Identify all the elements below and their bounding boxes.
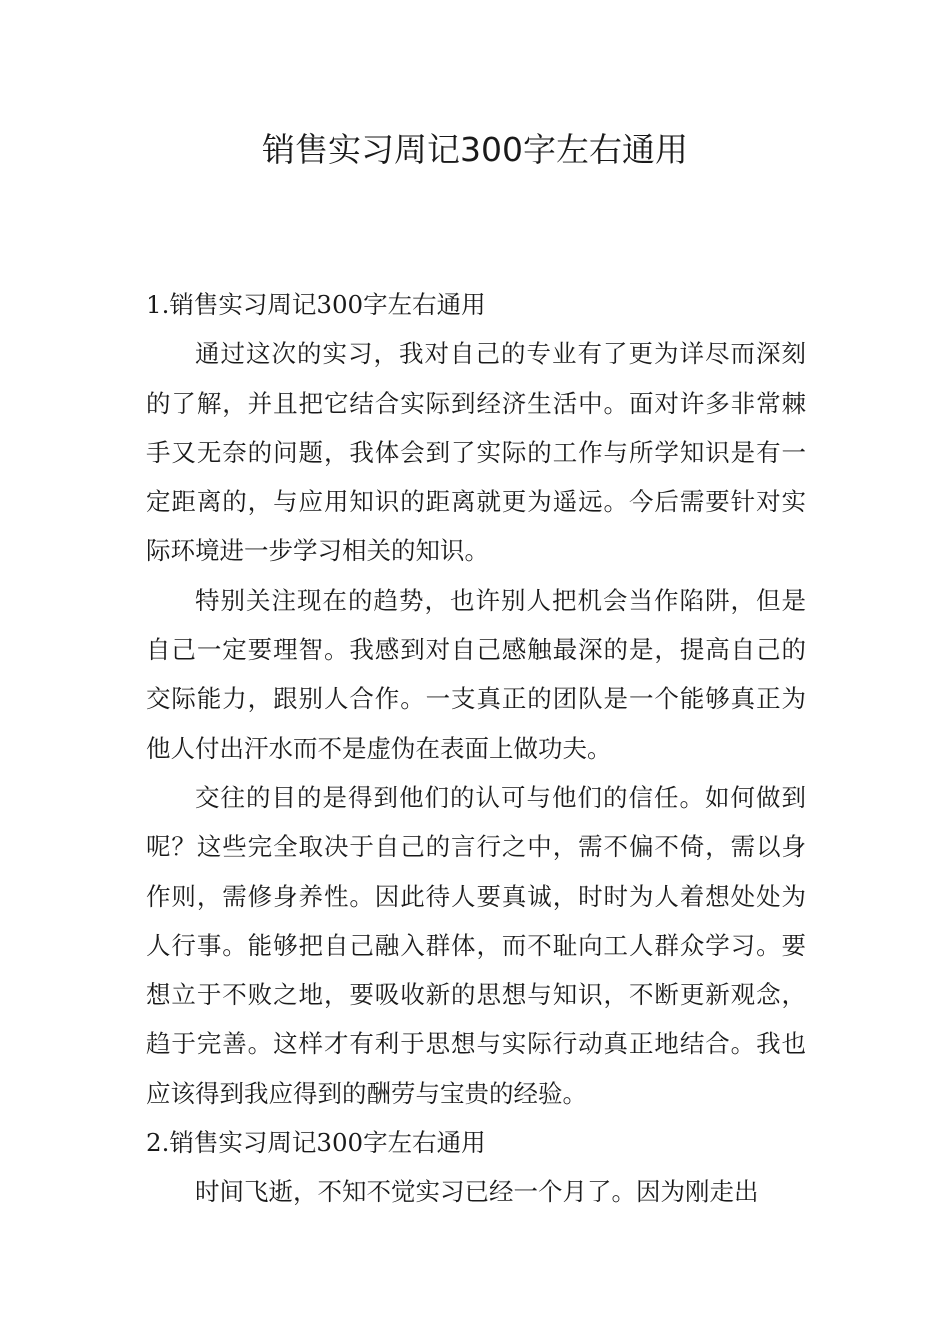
document-title: 销售实习周记300字左右通用 bbox=[262, 130, 688, 169]
paragraph: 特别关注现在的趋势，也许别人把机会当作陷阱，但是自己一定要理智。我感到对自己感触最深的是，提高自己的交际能力，跟别人合作。一支真正的团队是一个能够真正为他人付出汗水而不是虚伪在表面上做功夫。 bbox=[146, 585, 806, 763]
section-heading: 1.销售实习周记300字左右通用 bbox=[146, 290, 486, 319]
section-1 bbox=[146, 280, 806, 1118]
paragraph: 通过这次的实习，我对自己的专业有了更为详尽而深刻的了解，并且把它结合实际到经济生活中。面对许多非常棘手又无奈的问题，我体会到了实际的工作与所学知识是有一定距离的，与应用知识的距离就更为遥远。今后需要针对实际环境进一步学习相关的知识。 bbox=[146, 339, 806, 566]
document-body bbox=[146, 280, 806, 1217]
paragraph: 时间飞逝，不知不觉实习已经一个月了。因为刚走出 bbox=[195, 1177, 759, 1207]
section-2 bbox=[146, 1118, 806, 1217]
section-heading: 2.销售实习周记300字左右通用 bbox=[146, 1128, 486, 1158]
paragraph: 交往的目的是得到他们的认可与他们的信任。如何做到呢？这些完全取决于自己的言行之中，需不偏不倚，需以身作则，需修身养性。因此待人要真诚，时时为人着想处处为人行事。能够把自己融入群体，而不耻向工人群众学习。要想立于不败之地，要吸收新的思想与知识，不断更新观念，趋于完善。这样才有利于思想与实际行动真正地结合。我也应该得到我应得到的酬劳与宝贵的经验。 bbox=[146, 782, 806, 1108]
